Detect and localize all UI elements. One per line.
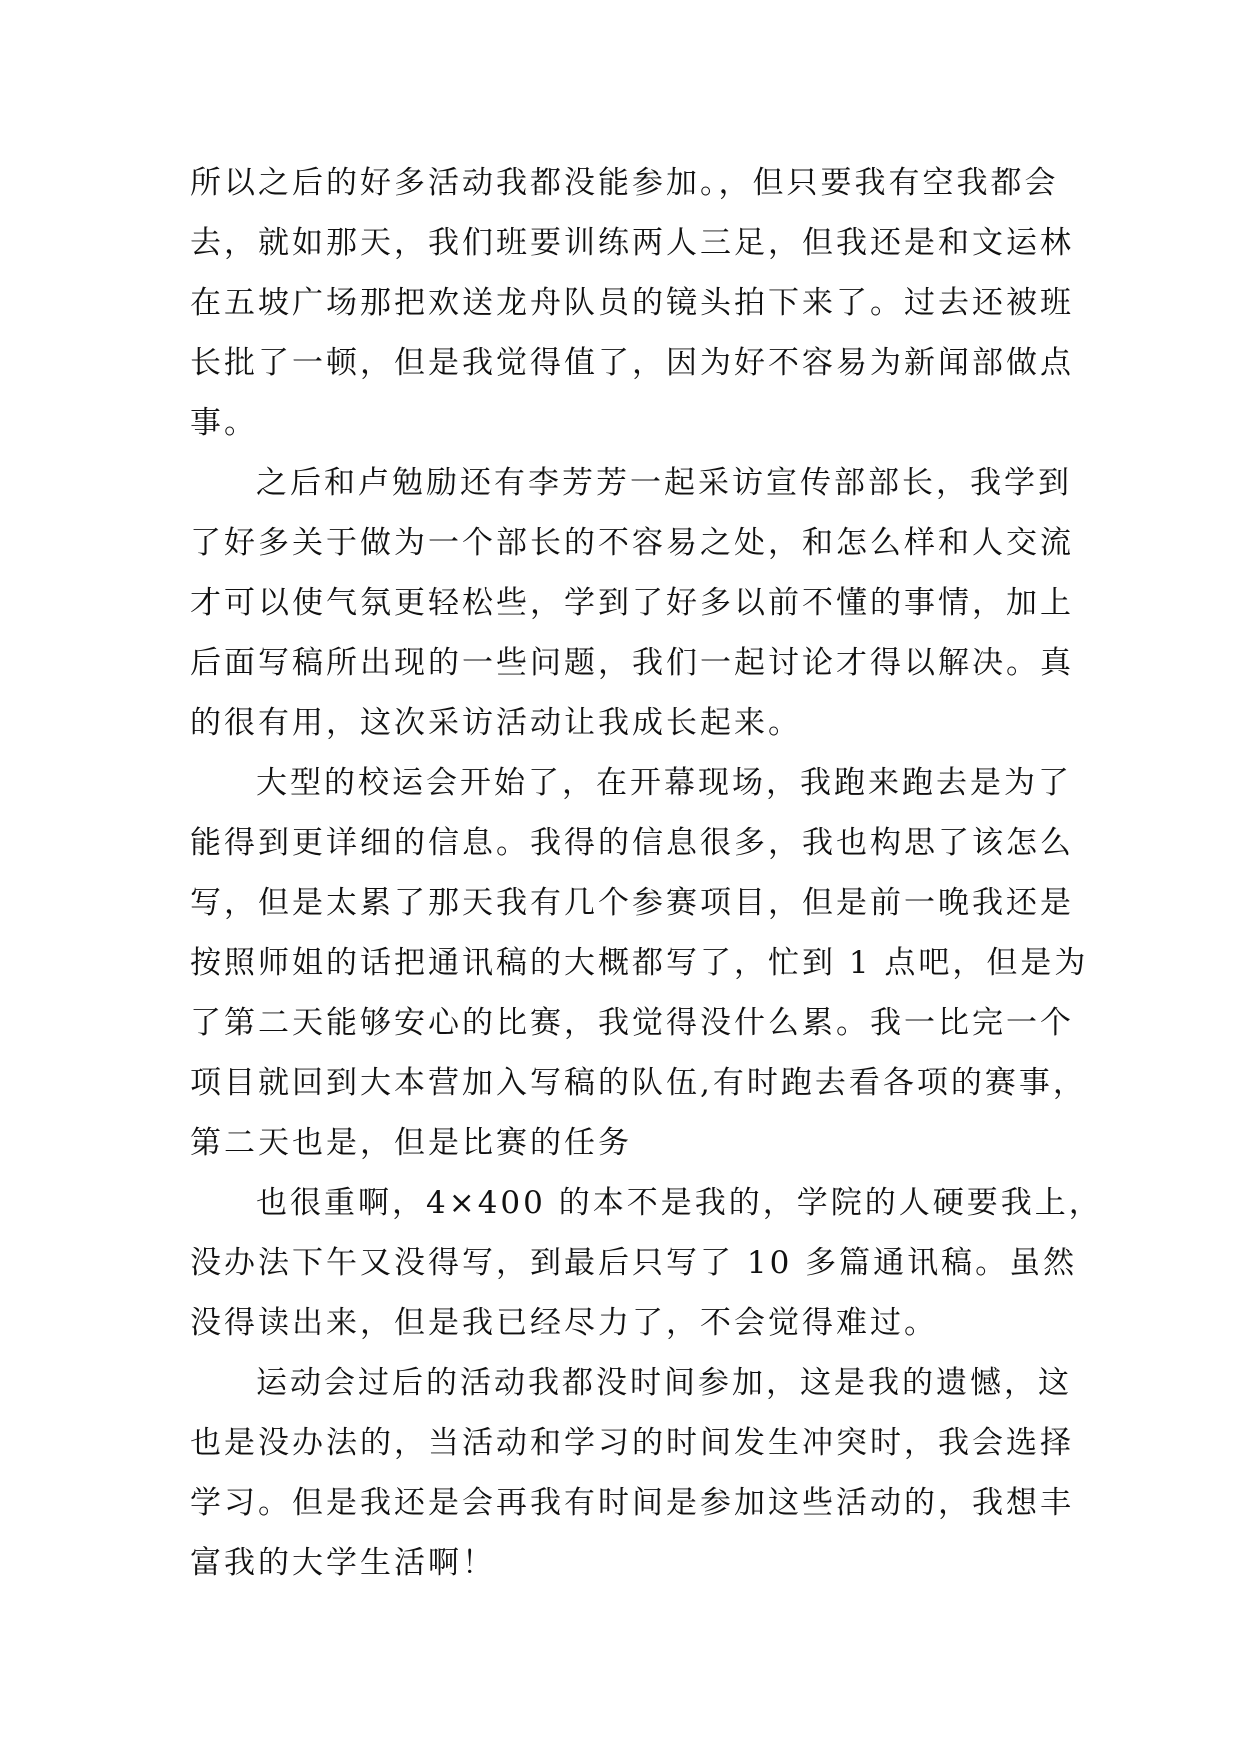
text-line: 也是没办法的，当活动和学习的时间发生冲突时，我会选择 <box>190 1425 1074 1461</box>
text-line: 事。 <box>190 405 258 441</box>
text-line: 在五坡广场那把欢送龙舟队员的镜头拍下来了。过去还被班 <box>190 285 1074 321</box>
text-line: 后面写稿所出现的一些问题，我们一起讨论才得以解决。真 <box>190 645 1074 681</box>
text-line: 写，但是太累了那天我有几个参赛项目，但是前一晚我还是 <box>190 885 1074 921</box>
text-line: 学习。但是我还是会再我有时间是参加这些活动的，我想丰 <box>190 1485 1074 1521</box>
text-line: 去，就如那天，我们班要训练两人三足，但我还是和文运林 <box>190 225 1074 261</box>
text-line: 的很有用，这次采访活动让我成长起来。 <box>190 705 802 741</box>
text-line: 项目就回到大本营加入写稿的队伍,有时跑去看各项的赛事， <box>190 1065 1087 1101</box>
text-line: 富我的大学生活啊！ <box>190 1545 496 1581</box>
text-line: 没办法下午又没得写，到最后只写了 10 多篇通讯稿。虽然 <box>190 1245 1078 1281</box>
text-line: 没得读出来，但是我已经尽力了，不会觉得难过。 <box>190 1305 938 1341</box>
text-line: 运动会过后的活动我都没时间参加，这是我的遗憾，这 <box>256 1365 1072 1401</box>
text-line: 大型的校运会开始了，在开幕现场，我跑来跑去是为了 <box>256 765 1072 801</box>
text-line: 按照师姐的话把通讯稿的大概都写了，忙到 1 点吧，但是为 <box>190 945 1089 981</box>
document-body <box>190 153 1103 1593</box>
text-line: 才可以使气氛更轻松些，学到了好多以前不懂的事情，加上 <box>190 585 1074 621</box>
text-line: 长批了一顿，但是我觉得值了，因为好不容易为新闻部做点 <box>190 345 1074 381</box>
text-line: 了第二天能够安心的比赛，我觉得没什么累。我一比完一个 <box>190 1005 1074 1041</box>
text-line: 之后和卢勉励还有李芳芳一起采访宣传部部长，我学到 <box>256 465 1072 501</box>
text-line: 了好多关于做为一个部长的不容易之处，和怎么样和人交流 <box>190 525 1074 561</box>
text-line: 也很重啊，4×400 的本不是我的，学院的人硬要我上， <box>256 1185 1103 1221</box>
text-line: 所以之后的好多活动我都没能参加。，但只要我有空我都会 <box>190 165 1059 201</box>
text-line: 能得到更详细的信息。我得的信息很多，我也构思了该怎么 <box>190 825 1074 861</box>
text-line: 第二天也是，但是比赛的任务 <box>190 1125 632 1161</box>
